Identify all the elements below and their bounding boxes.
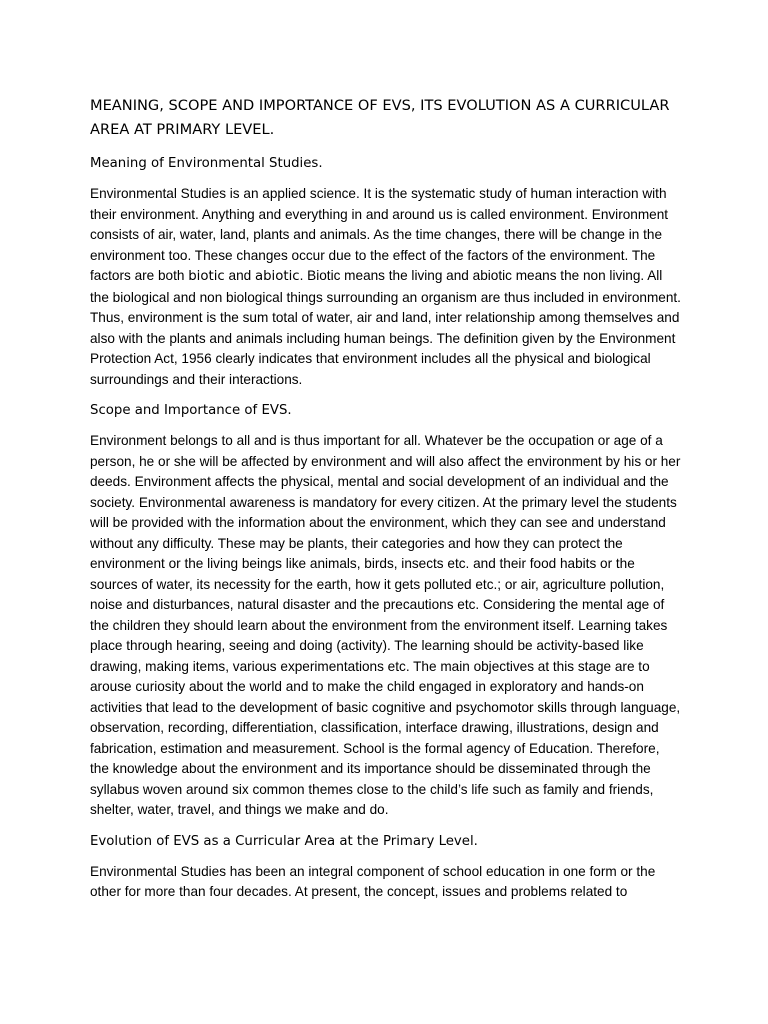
paragraph-evolution: Environmental Studies has been an integral component of school education in one form or the other for more than four decades. At present, the concept, issues and problems related to <box>90 863 656 899</box>
section-heading-meaning: Meaning of Environmental Studies. <box>90 156 323 171</box>
term-biotic: biotic <box>188 269 225 284</box>
paragraph-text: . Biotic means the living and abiotic means the non living. All the biological and non biological things surrounding an organism are thus included in environment. Thus, environment is the sum total of water, air and land, inter relationship among themselves and also with the plants and animals including human beings. The definition given by the Environment Protection Act, 1956 clearly indicates that environment includes all the physical and biological surroundings and their interactions. <box>90 268 681 387</box>
section-heading-scope: Scope and Importance of EVS. <box>90 403 292 418</box>
paragraph-text: Environmental Studies is an applied science. It is the systematic study of human interaction with their environment. Anything and everything in and around us is called environment. Environment consists of air, water, land, plants and animals. As the time changes, there will be change in the environment too. These changes occur due to the effect of the factors of the environment. The factors are both <box>90 186 669 283</box>
paragraph-text: and <box>224 268 255 283</box>
paragraph-scope: Environment belongs to all and is thus important for all. Whatever be the occupation or age of a person, he or she will be affected by environment and will also affect the environment by his or her deeds. Environment affects the physical, mental and social development of an individual and the society. Environmental awareness is mandatory for every citizen. At the primary level the students will be provided with the information about the environment, which they can see and understand without any difficulty. These may be plants, their categories and how they can protect the environment or the living beings like animals, birds, insects etc. and their food habits or the sources of water, its necessity for the earth, how it gets polluted etc.; or air, agriculture pollution, noise and disturbances, natural disaster and the precautions etc. Considering the mental age of the children they should learn about the environment from the environment itself. Learning takes place through hearing, seeing and doing (activity). The learning should be activity-based like drawing, making items, various experimentations etc. The main objectives at this stage are to arouse curiosity about the world and to make the child engaged in exploratory and hands-on activities that lead to the development of basic cognitive and psychomotor skills through language, observation, recording, differentiation, classification, interface drawing, illustrations, design and fabrication, estimation and measurement. School is the formal agency of Education. Therefore, the knowledge about the environment and its importance should be disseminated through the syllabus woven around six common themes close to the child’s life such as family and friends, shelter, water, travel, and things we make and do. <box>90 433 681 817</box>
paragraph-meaning <box>90 184 682 390</box>
term-abiotic: abiotic <box>254 269 300 284</box>
document-title: MEANING, SCOPE AND IMPORTANCE OF EVS, ITS EVOLUTION AS A CURRICULAR AREA AT PRIMARY LEVEL. <box>90 97 670 138</box>
section-heading-evolution: Evolution of EVS as a Curricular Area at the Primary Level. <box>90 833 478 849</box>
